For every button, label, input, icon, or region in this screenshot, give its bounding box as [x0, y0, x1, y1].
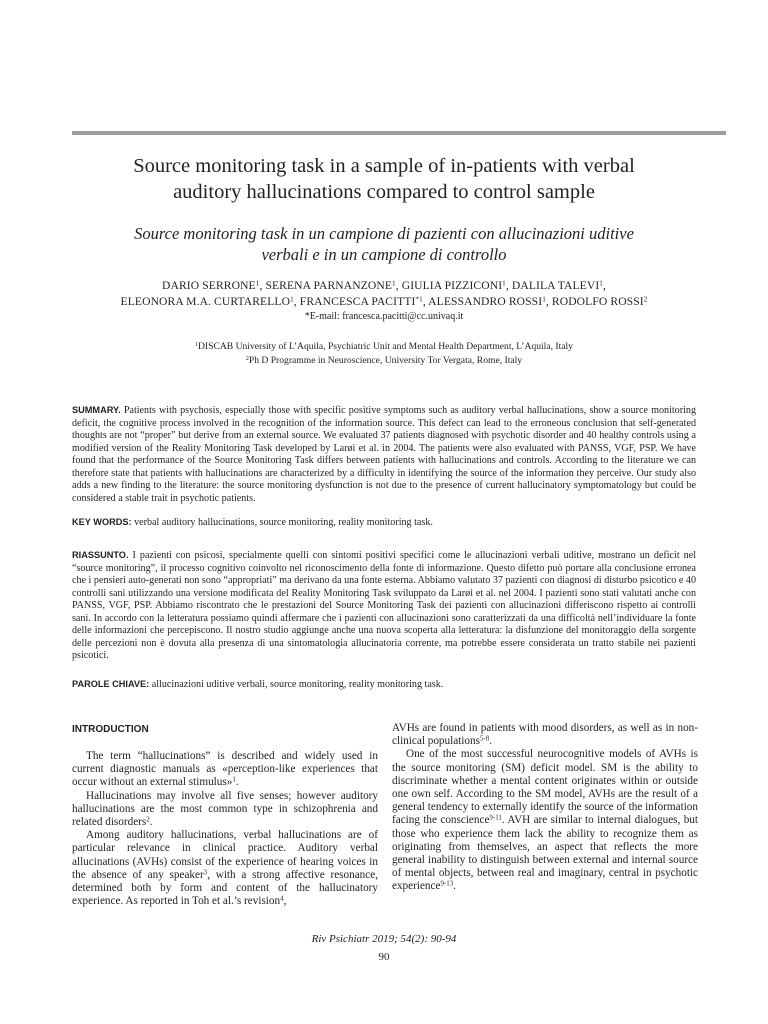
title-line: auditory hallucinations compared to control sample — [173, 181, 595, 203]
author: DARIO SERRONE$^1$, — [162, 279, 266, 292]
keywords-label: KEY WORDS: — [72, 517, 132, 527]
parole-chiave-label: PAROLE CHIAVE: — [72, 679, 150, 689]
paragraph: AVHs are found in patients with mood disorders, as well as in non-clinical populations$^{5-8}$. — [392, 722, 698, 748]
paragraph: Hallucinations may involve all five senses; however auditory hallucinations are the most common type in schizophrenia and related disorders$^2$. — [72, 789, 378, 829]
page-number: 90 — [378, 951, 390, 963]
article-title — [72, 153, 696, 205]
keywords — [72, 516, 696, 530]
author: DALILA TALEVI$^1$, — [511, 279, 606, 292]
author-list — [60, 278, 708, 310]
header-rule — [72, 131, 726, 135]
author: FRANCESCA PACITTI$^{*1}$, — [299, 295, 429, 308]
subtitle-line: Source monitoring task in un campione di pazienti con allucinazioni uditive — [134, 224, 634, 243]
title-line: Source monitoring task in a sample of in-patients with verbal — [133, 155, 635, 177]
riassunto-label: RIASSUNTO. — [72, 550, 129, 560]
summary-label: SUMMARY. — [72, 405, 121, 415]
riassunto-text: I pazienti con psicosi, specialmente quelli con sintomi positivi specifici come le allucinazioni verbali uditive, mostrano un deficit nel “source monitoring”, il processo cognitivo coinvolto nel riconoscimento della fonte di informazione. Questo difetto può portare alla conclusione erronea che i pensieri auto-generati non sono “appropriati” ma derivano da una fonte esterna. Abbiamo valutato 37 pazienti con diagnosi di disturbo psicotico e 40 controlli sani utilizzando una versione modificata del Reality Monitoring Task sviluppato da Larøi et al. nel 2004. I pazienti sono stati valutati anche con PANSS, VGF, PSP. Abbiamo riscontrato che le prestazioni del Source Monitoring Task dei pazienti con allucinazioni differiscono rispetto ai controlli sani. In accordo con la letteratura possiamo quindi affermare che i pazienti con allucinazioni sono caratterizzati da una difficoltà nell’individuare la fonte delle informazioni che percepiscono. Il nostro studio aggiunge anche una nuova scoperta alla letteratura: la disfunzione del monitoraggio della sorgente delle percezioni non è dovuta alla presenza di una sintomatologia allucinatoria corrente, ma potrebbe essere considerata un tratto stabile nei pazienti psicotici. — [72, 550, 696, 662]
section-heading: INTRODUCTION — [72, 724, 149, 735]
subtitle-line: verbali e in un campione di controllo — [261, 245, 507, 264]
author: RODOLFO ROSSI$^2$ — [551, 295, 648, 308]
parole-chiave — [72, 678, 696, 692]
author: GIULIA PIZZICONI$^1$, — [401, 279, 512, 292]
author: ELEONORA M.A. CURTARELLO$^1$, — [120, 295, 300, 308]
paragraph: One of the most successful neurocognitive models of AVHs is the source monitoring (SM) deficit model. SM is the ability to discriminate whether a mental content originates within or outside one own self. According to the SM model, AVHs are the result of a general tendency to externally identify the source of the information facing the conscience$^{9-11}$. AVH are similar to internal dialogues, but those who experience them lack the ability to recognize them as originating from themselves, an aspect that reflects the more general inability to distinguish between external and internal source of mental objects, between real and imaginary, central in psychotic experience$^{9-13}$. — [392, 748, 698, 893]
article-subtitle — [72, 223, 696, 265]
author-line — [60, 278, 708, 294]
body-column-left — [72, 722, 378, 908]
body-column-right — [392, 722, 698, 894]
summary-text: Patients with psychosis, especially those with specific positive symptoms such as auditory verbal hallucinations, show a source monitoring deficit, the cognitive process involved in the recognition of the information source. This defect can lead to the erroneous conclusion that self-generated thoughts are not “proper” but derive from an external source. We evaluated 37 patients diagnosed with psychotic disorder and 40 healthy controls using a modified version of the Reality Monitoring Task developed by Larøi et al. in 2004. The patients were also evaluated with PANSS, VGF, PSP. We have found that the performance of the Source Monitoring Task differs between patients with hallucinations and controls. According to the literature we can therefore state that patients with hallucinations are characterized by a difficulty in identifying the source of the information they perceive. Our study also adds a new finding to the literature: the source monitoring dysfunction is not due to the presence of current hallucinatory symptomatology but could be considered a stable trait in psychotic patients. — [72, 405, 696, 504]
author: ALESSANDRO ROSSI$^1$, — [428, 295, 552, 308]
affiliation: $^1$DISCAB University of L’Aquila, Psychiatric Unit and Mental Health Department, L’Aquila, Italy — [195, 341, 573, 352]
affiliation: $^2$Ph D Programme in Neuroscience, University Tor Vergata, Rome, Italy — [245, 355, 523, 366]
summary-abstract — [72, 404, 696, 505]
paragraph: The term “hallucinations” is described and widely used in current diagnostic manuals as «perception-like experiences that occur without an external stimulus»$^1$. — [72, 750, 378, 789]
author-line — [60, 294, 708, 310]
journal-citation: Riv Psichiatr 2019; 54(2): 90-94 — [311, 933, 457, 945]
paragraph: Among auditory hallucinations, verbal hallucinations are of particular relevance in clinical practice. Auditory verbal allucinations (AVHs) consist of the experience of hearing voices in the absence of any speaker$^3$, with a strong affective resonance, determined both by form and content of the hallucinatory experience. As reported in Toh et al.’s revision$^4$, — [72, 829, 378, 908]
parole-chiave-text: allucinazioni uditive verbali, source monitoring, reality monitoring task. — [149, 679, 444, 690]
keywords-text: verbal auditory hallucinations, source monitoring, reality monitoring task. — [131, 517, 433, 528]
riassunto-abstract — [72, 549, 696, 663]
author: SERENA PARNANZONE$^1$, — [265, 279, 402, 292]
corresponding-email[interactable]: *E-mail: francesca.pacitti@cc.univaq.it — [304, 311, 464, 322]
